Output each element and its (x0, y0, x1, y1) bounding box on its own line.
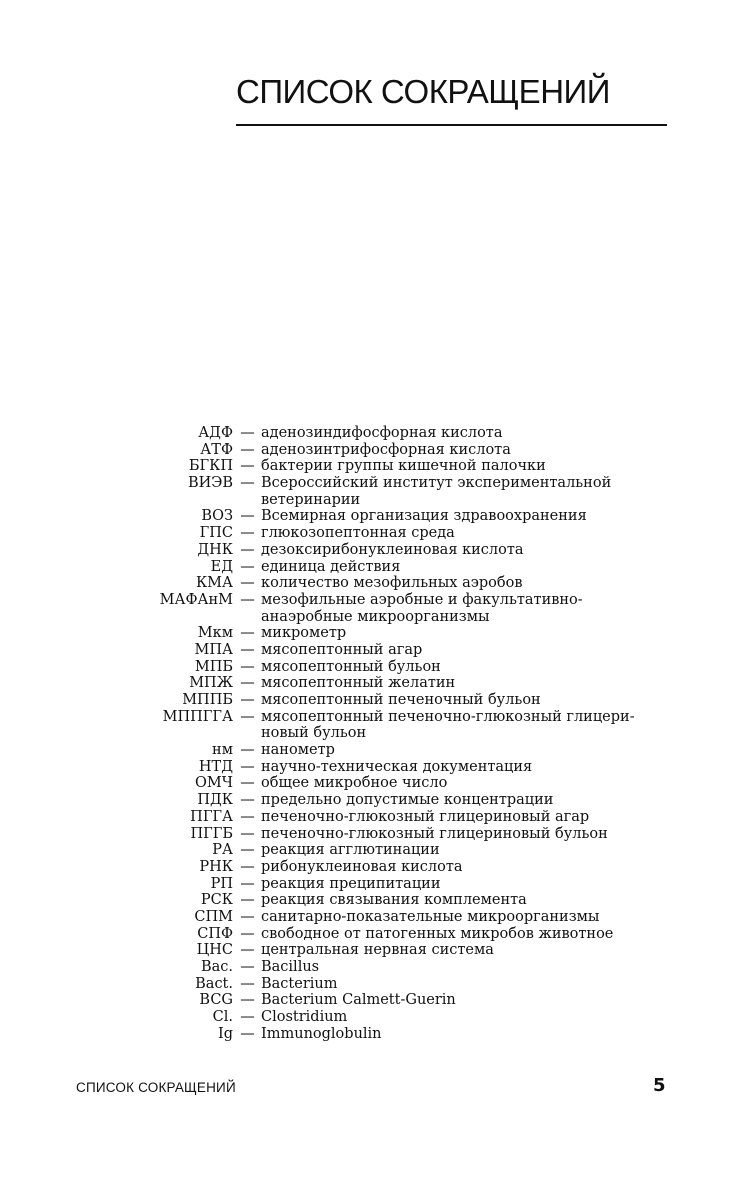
abbreviation-term: АДФ (198, 425, 233, 441)
abbreviation-definition: Bacillus (261, 959, 320, 975)
abbreviation-row (0, 675, 755, 692)
em-dash: — (240, 992, 255, 1009)
abbreviation-definition: научно-техническая документация (261, 758, 533, 775)
abbreviation-row (0, 826, 755, 843)
abbreviation-term: РП (210, 875, 233, 892)
em-dash: — (240, 842, 255, 859)
abbreviation-row (0, 859, 755, 876)
abbreviation-row (0, 458, 755, 475)
abbreviation-term: ЕД (210, 558, 233, 575)
abbreviation-row (0, 742, 755, 759)
em-dash: — (240, 942, 255, 959)
abbreviation-row (0, 892, 755, 909)
abbreviation-row (0, 508, 755, 525)
em-dash: — (240, 575, 255, 592)
abbreviation-definition: мясопептонный бульон (261, 658, 441, 675)
abbreviation-row (0, 792, 755, 809)
abbreviation-row (0, 909, 755, 926)
em-dash: — (240, 525, 255, 542)
em-dash: — (240, 892, 255, 909)
abbreviation-definition: реакция агглютинации (261, 842, 440, 859)
abbreviation-row (0, 842, 755, 859)
abbreviation-definition: Immunoglobulin (261, 1025, 382, 1042)
abbreviation-row (0, 625, 755, 642)
abbreviation-term: ОМЧ (195, 775, 233, 792)
abbreviation-definition: санитарно-показательные микроорганизмы (261, 908, 600, 925)
abbreviation-row (0, 609, 755, 626)
em-dash: — (240, 591, 255, 608)
abbreviation-term: МПА (194, 641, 233, 658)
abbreviation-term: МАФАнМ (159, 591, 233, 608)
abbreviation-row (0, 1009, 755, 1026)
abbreviation-definition: количество мезофильных аэробов (261, 575, 523, 592)
em-dash: — (240, 792, 255, 809)
running-footer: СПИСОК СОКРАЩЕНИЙ (76, 1080, 236, 1095)
abbreviation-term: НТД (198, 758, 233, 775)
abbreviation-row (0, 709, 755, 726)
abbreviation-row (0, 976, 755, 993)
abbreviation-term: РНК (199, 858, 233, 875)
abbreviation-term: Bact. (195, 975, 233, 992)
abbreviation-row (0, 725, 755, 742)
abbreviation-term: ВОЗ (201, 508, 233, 525)
abbreviation-term: СПФ (197, 925, 233, 942)
em-dash: — (240, 658, 255, 675)
em-dash: — (240, 775, 255, 792)
abbreviation-definition: центральная нервная система (261, 942, 494, 959)
abbreviation-term: ПДК (197, 792, 233, 809)
em-dash: — (240, 458, 255, 475)
abbreviation-term: Bac. (200, 959, 233, 975)
abbreviation-definition: мясопептонный печеночно-глюкозный глицери- (261, 708, 635, 725)
em-dash: — (240, 558, 255, 575)
abbreviation-term: ПГГБ (190, 825, 233, 842)
abbreviation-row (0, 642, 755, 659)
abbreviation-definition: свободное от патогенных микробов животное (261, 925, 614, 942)
abbreviation-definition: мясопептонный печеночный бульон (261, 692, 541, 708)
abbreviation-row (0, 926, 755, 943)
em-dash: — (240, 858, 255, 875)
em-dash: — (240, 825, 255, 842)
abbreviation-definition: ветеринарии (261, 491, 361, 508)
page-title: СПИСОК СОКРАЩЕНИЙ (236, 73, 610, 110)
abbreviation-term: РА (212, 842, 233, 859)
abbreviation-row (0, 809, 755, 826)
em-dash: — (240, 758, 255, 775)
em-dash: — (240, 808, 255, 825)
abbreviation-definition: глюкозопептонная среда (261, 525, 455, 542)
abbreviation-row (0, 942, 755, 959)
abbreviation-definition: печеночно-глюкозный глицериновый агар (261, 808, 590, 825)
em-dash: — (240, 925, 255, 942)
abbreviation-row (0, 1026, 755, 1043)
abbreviation-term: КМА (195, 575, 233, 592)
abbreviation-definition: мясопептонный агар (261, 641, 423, 658)
abbreviation-term: BCG (199, 992, 233, 1009)
em-dash: — (240, 692, 255, 708)
abbreviation-term: Мкм (197, 625, 233, 642)
abbreviation-term: ВИЭВ (187, 475, 233, 492)
abbreviation-definition: Bacterium Calmett-Guerin (261, 992, 456, 1009)
abbreviation-row (0, 775, 755, 792)
abbreviation-row (0, 425, 755, 442)
em-dash: — (240, 742, 255, 759)
em-dash: — (240, 641, 255, 658)
page-number: 5 (653, 1075, 666, 1096)
abbreviation-row (0, 692, 755, 709)
abbreviation-term: МППГГА (162, 708, 233, 725)
title-rule (236, 124, 667, 126)
em-dash: — (240, 541, 255, 558)
abbreviation-definition: Bacterium (261, 975, 338, 992)
abbreviation-definition: Clostridium (261, 1009, 348, 1026)
abbreviation-row (0, 575, 755, 592)
abbreviation-definition: мезофильные аэробные и факультативно- (261, 591, 583, 608)
abbreviation-row (0, 542, 755, 559)
abbreviation-term: нм (212, 742, 233, 759)
abbreviation-definition: рибонуклеиновая кислота (261, 858, 463, 875)
abbreviation-row (0, 876, 755, 893)
em-dash: — (240, 625, 255, 642)
abbreviation-row (0, 992, 755, 1009)
abbreviation-term: ДНК (197, 541, 233, 558)
abbreviation-term: МППБ (182, 692, 233, 708)
abbreviation-definition: реакция связывания комплемента (261, 892, 527, 909)
em-dash: — (240, 425, 255, 441)
abbreviation-definition: печеночно-глюкозный глицериновый бульон (261, 825, 608, 842)
abbreviation-definition: бактерии группы кишечной палочки (261, 458, 546, 475)
abbreviation-term: БГКП (188, 458, 233, 475)
abbreviation-definition: аденозинтрифосфорная кислота (261, 441, 511, 458)
abbreviation-row (0, 559, 755, 576)
abbreviation-definition: единица действия (261, 558, 401, 575)
abbreviation-row (0, 592, 755, 609)
em-dash: — (240, 475, 255, 492)
abbreviation-definition: микрометр (261, 625, 347, 642)
abbreviation-term: ЦНС (196, 942, 233, 959)
abbreviation-definition: реакция преципитации (261, 875, 441, 892)
abbreviation-definition: предельно допустимые концентрации (261, 792, 554, 809)
em-dash: — (240, 508, 255, 525)
abbreviation-row (0, 959, 755, 976)
abbreviation-row (0, 659, 755, 676)
abbreviation-term: Cl. (212, 1009, 233, 1026)
abbreviation-definition: новый бульон (261, 725, 367, 742)
abbreviation-row (0, 492, 755, 509)
abbreviation-row (0, 475, 755, 492)
abbreviation-term: АТФ (200, 441, 233, 458)
abbreviation-list (0, 425, 755, 1042)
em-dash: — (240, 1009, 255, 1026)
em-dash: — (240, 441, 255, 458)
em-dash: — (240, 908, 255, 925)
abbreviation-term: СПМ (194, 908, 233, 925)
abbreviation-definition: дезоксирибонуклеиновая кислота (261, 541, 524, 558)
abbreviation-definition: Всероссийский институт экспериментальной (261, 475, 612, 492)
abbreviation-definition: нанометр (261, 742, 335, 759)
em-dash: — (240, 708, 255, 725)
abbreviation-definition: анаэробные микроорганизмы (261, 608, 490, 625)
abbreviation-term: МПБ (194, 658, 233, 675)
abbreviation-term: ГПС (199, 525, 233, 542)
abbreviation-definition: общее микробное число (261, 775, 448, 792)
abbreviation-term: МПЖ (189, 675, 233, 692)
abbreviation-term: РСК (200, 892, 233, 909)
abbreviation-definition: Всемирная организация здравоохранения (261, 508, 587, 525)
abbreviation-definition: аденозиндифосфорная кислота (261, 425, 503, 441)
em-dash: — (240, 975, 255, 992)
abbreviation-row (0, 759, 755, 776)
abbreviation-term: Ig (217, 1025, 233, 1042)
abbreviation-term: ПГГА (190, 808, 233, 825)
em-dash: — (240, 675, 255, 692)
abbreviation-row (0, 442, 755, 459)
abbreviation-definition: мясопептонный желатин (261, 675, 456, 692)
em-dash: — (240, 959, 255, 975)
em-dash: — (240, 875, 255, 892)
abbreviation-row (0, 525, 755, 542)
em-dash: — (240, 1025, 255, 1042)
